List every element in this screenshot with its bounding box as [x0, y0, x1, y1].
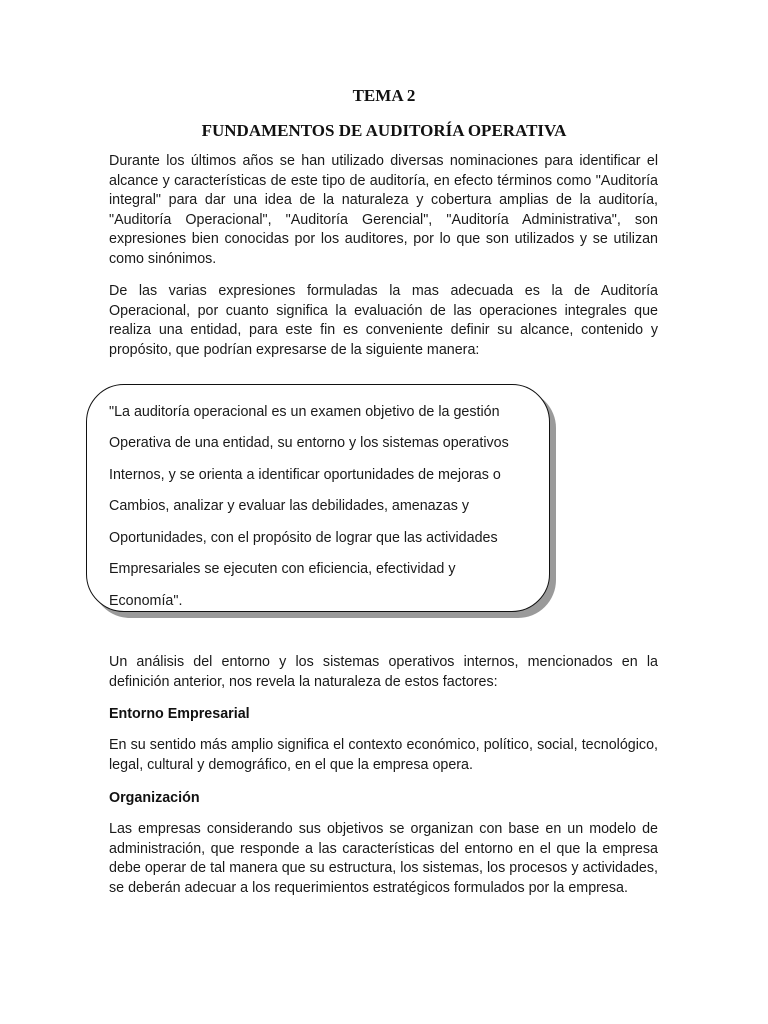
quote-line: Economía".	[109, 593, 183, 609]
quote-line: "La auditoría operacional es un examen objetivo de la gestión	[109, 404, 500, 420]
paragraph-intro: Durante los últimos años se han utilizado diversas nominaciones para identificar el alcance y características de este tipo de auditoría, en efecto términos como "Auditoría integral" para dar una idea de la naturaleza y cobertura amplias de la auditoría, "Auditoría Operacional", "Auditoría Gerencial", "Auditoría Administrativa", son expresiones bien conocidas por los auditores, por lo que son utilizados y se utilizan como sinónimos.	[109, 153, 658, 267]
paragraph-organizacion: Las empresas considerando sus objetivos se organizan con base en un modelo de administración, que responde a las características del entorno en el que la empresa debe operar de tal manera que su estructura, los sistemas, los procesos y actividades, se deberán adecuar a los requerimientos estratégicos formulados por la empresa.	[109, 821, 658, 896]
document-title: TEMA 2	[352, 86, 416, 105]
quote-line: Empresariales se ejecuten con eficiencia, efectividad y	[109, 561, 456, 577]
paragraph-definition-intro: De las varias expresiones formuladas la mas adecuada es la de Auditoría Operacional, por cuanto significa la evaluación de las operaciones integrales que realiza una entidad, para este fin es conveniente definir su alcance, contenido y propósito, que podrían expresarse de la siguiente manera:	[109, 283, 658, 358]
paragraph-analysis: Un análisis del entorno y los sistemas operativos internos, mencionados en la definición anterior, nos revela la naturaleza de estos factores:	[109, 654, 658, 690]
quote-line: Oportunidades, con el propósito de lograr que las actividades	[109, 530, 498, 546]
quote-line: Operativa de una entidad, su entorno y los sistemas operativos	[109, 435, 509, 451]
quote-line: Cambios, analizar y evaluar las debilidades, amenazas y	[109, 498, 469, 514]
document-subtitle: FUNDAMENTOS DE AUDITORÍA OPERATIVA	[201, 121, 567, 140]
section-heading-entorno: Entorno Empresarial	[109, 706, 250, 722]
section-heading-organizacion: Organización	[109, 790, 200, 806]
quote-line: Internos, y se orienta a identificar oportunidades de mejoras o	[109, 467, 501, 483]
paragraph-entorno: En su sentido más amplio significa el contexto económico, político, social, tecnológico, legal, cultural y demográfico, en el que la empresa opera.	[109, 737, 658, 773]
